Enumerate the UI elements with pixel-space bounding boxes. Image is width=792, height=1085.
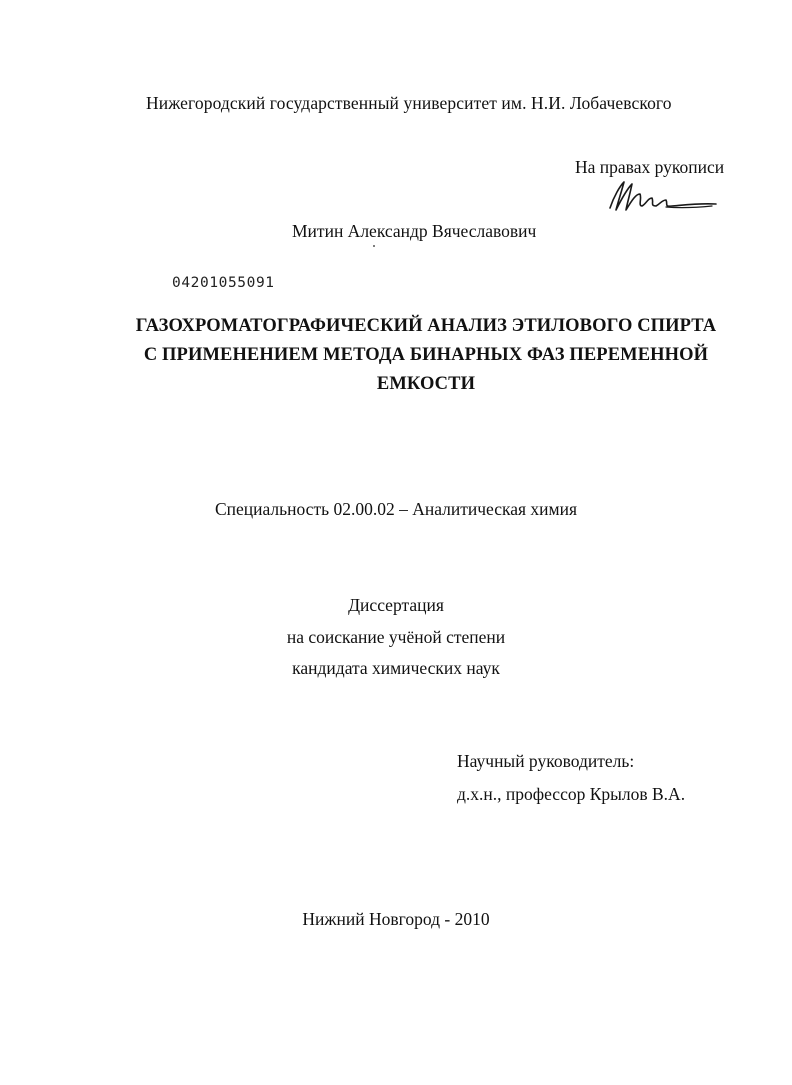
university-name: Нижегородский государственный университет им. Н.И. Лобачевского (146, 93, 672, 113)
dissertation-type: Диссертация (348, 595, 444, 615)
registration-number: 04201055091 (172, 275, 275, 291)
handwritten-signature (600, 174, 720, 218)
specialty: Специальность 02.00.02 – Аналитическая химия (214, 499, 578, 519)
supervisor-label: Научный руководитель: (457, 751, 635, 771)
author-name: Митин Александр Вячеславович (292, 221, 537, 241)
dissertation-degree: кандидата химических наук (292, 658, 500, 678)
city-year: Нижний Новгород - 2010 (302, 909, 490, 929)
dissertation-title (120, 312, 732, 399)
manuscript-rights-note: На правах рукописи (575, 157, 725, 177)
supervisor-name: д.х.н., профессор Крылов В.А. (457, 784, 686, 804)
title-line-1: ГАЗОХРОМАТОГРАФИЧЕСКИЙ АНАЛИЗ ЭТИЛОВОГО СПИРТА (135, 316, 717, 336)
dissertation-purpose: на соискание учёной степени (286, 627, 506, 647)
scan-speck (373, 245, 375, 247)
title-line-2: С ПРИМЕНЕНИЕМ МЕТОДА БИНАРНЫХ ФАЗ ПЕРЕМЕННОЙ (143, 345, 709, 365)
title-line-3: ЕМКОСТИ (376, 374, 476, 394)
